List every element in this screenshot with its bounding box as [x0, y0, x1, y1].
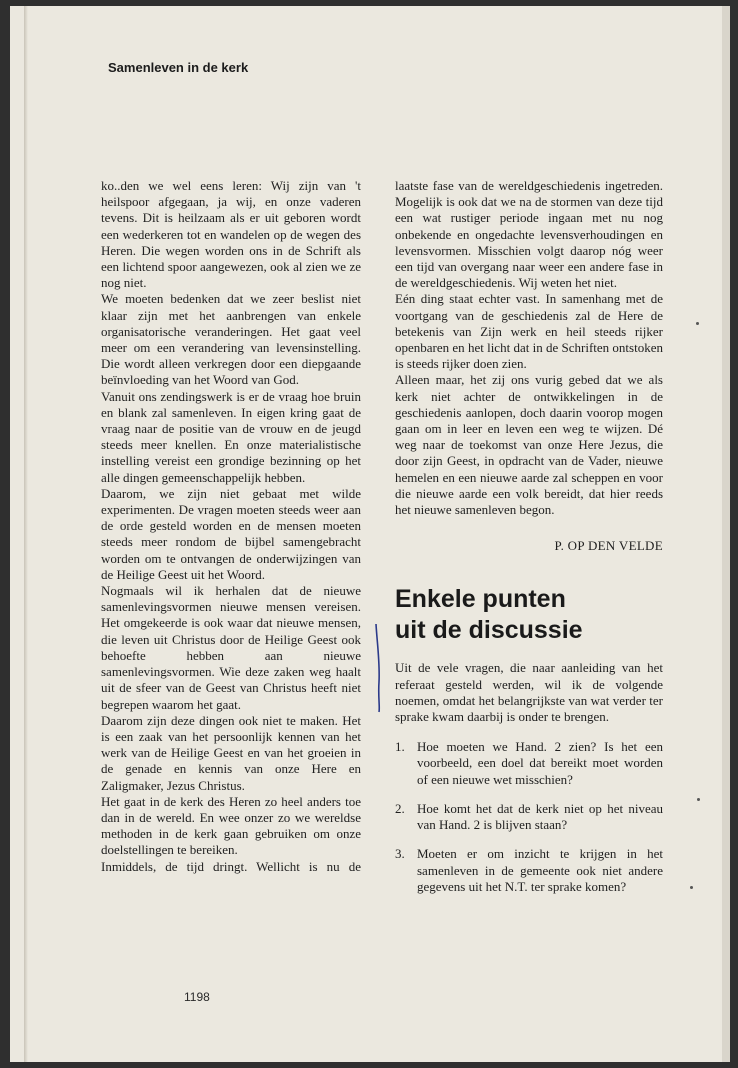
- margin-speck: [697, 798, 700, 801]
- author-signature: P. OP DEN VELDE: [554, 538, 663, 554]
- question-list: [395, 739, 663, 895]
- paragraph: We moeten bedenken dat we zeer beslist niet klaar zijn met het aanbrengen van enkele organisatorische veranderingen. Het gaat veel meer om een verandering van levensinstelling. Die wordt alleen verkregen door een diepgaande beïnvloeding van het Woord van God.: [101, 291, 361, 388]
- section-heading: [395, 584, 663, 646]
- question-number: 2.: [395, 800, 405, 816]
- right-column: [395, 178, 663, 908]
- paragraph: Daarom zijn deze dingen ook niet te maken. Het is een zaak van het persoonlijk kennen van het werk van de Heilige Geest en van het groeien in de genade en kennis van onze Here en Zaligmaker, Jezus Christus.: [101, 712, 361, 793]
- section-intro: Uit de vele vragen, die naar aanleiding van het referaat gesteld werden, wil ik de volgende noemen, omdat het belangrijkste van wat verder ter sprake kwam daarbij is onder te brengen.: [395, 660, 663, 725]
- question-number: 3.: [395, 846, 405, 862]
- left-column: [101, 178, 361, 875]
- margin-speck: [690, 886, 693, 889]
- section-heading-line1: Enkele punten: [395, 585, 566, 614]
- paragraph: Vanuit ons zendingswerk is er de vraag hoe bruin en blank zal samenleven. In eigen kring gaat de vraag naar de positie van de vrouw en de jeugd steeds meer knellen. En onze materialistische instelling vereist een grondige bezinning op het alle dingen gemeenschappelijk hebben.: [101, 388, 361, 485]
- question-text: Hoe komt het dat de kerk niet op het niveau van Hand. 2 is blijven staan?: [417, 800, 663, 833]
- binding-edge: [24, 6, 28, 1062]
- list-item: [395, 846, 663, 895]
- paragraph: Eén ding staat echter vast. In samenhang met de voortgang van de geschiedenis zal de Here de betekenis van Zijn werk en heil steeds rijker openbaren en het licht dat in de Schriften ontstoken is steeds rijker doen zien.: [395, 291, 663, 372]
- paragraph: Daarom, we zijn niet gebaat met wilde experimenten. De vragen moeten steeds weer aan de orde gesteld worden en de mensen moeten steeds meer rondom de bijbel samengebracht worden om te ontvangen de onderwijzingen van de Heilige Geest uit het Woord.: [101, 485, 361, 582]
- page-number: 1198: [184, 990, 210, 1004]
- margin-speck: [696, 322, 699, 325]
- next-page-edge: [722, 6, 730, 1062]
- running-head: Samenleven in de kerk: [108, 60, 249, 75]
- pen-mark: [372, 622, 384, 714]
- paragraph: Nogmaals wil ik herhalen dat de nieuwe samenlevingsvormen nieuwe mensen vereisen. Het omgekeerde is ook waar dat nieuwe mensen, die leven uit Christus door de Heilige Geest ook behoefte hebben aan nieuwe samenlevingsvormen. Wie deze zaken weg haalt uit de sfeer van de Geest van Christus heeft niet begrepen waarom het gaat.: [101, 583, 361, 712]
- list-item: [395, 801, 663, 833]
- question-text: Hoe moeten we Hand. 2 zien? Is het een voorbeeld, een doel dat bereikt moet worden of een nieuwe wet misschien?: [417, 739, 663, 787]
- paragraph: Alleen maar, het zij ons vurig gebed dat we als kerk niet achter de ontwikkelingen in de geschiedenis aanlopen, doch daarin voorop mogen gaan om in leer en leven een weg te wijzen. Dé weg naar de toekomst van onze Here Jezus, die door zijn Geest, in opdracht van de Vader, nieuwe hemelen en een nieuwe aarde zal scheppen en voor die nieuwe aarde een volk bereidt, dat hier reeds het nieuwe samenleven begon.: [395, 372, 663, 518]
- list-item: [395, 739, 663, 788]
- paragraph: Inmiddels, de tijd dringt. Wellicht is nu de: [101, 858, 361, 874]
- paragraph: ko..den we wel eens leren: Wij zijn van 't heilspoor afgegaan, ja wij, en onze vaderen tevens. Dit is heilzaam als er uit geboren wordt een wederkeren tot en wandelen op de wegen des Heren. Die wegen worden ons in de Schrift als een lichtend spoor aangewezen, ook al zien we ze nog niet.: [101, 178, 361, 291]
- paragraph: Het gaat in de kerk des Heren zo heel anders toe dan in de wereld. En wee onzer zo we wereldse methoden in de kerk gaan gebruiken om onze doelstellingen te bereiken.: [101, 793, 361, 858]
- question-text: Moeten er om inzicht te krijgen in het samenleven in de gemeente ook niet andere gegevens uit het N.T. ter sprake komen?: [417, 846, 663, 894]
- question-number: 1.: [395, 739, 405, 755]
- section-heading-line2: uit de discussie: [395, 616, 583, 645]
- paragraph: laatste fase van de wereldgeschiedenis ingetreden. Mogelijk is ook dat we na de stormen van deze tijd een wat rustiger periode ingaan met nu nog onbekende en ongedachte levensverhoudingen en levensvormen. Misschien volgt daarop nóg weer een tijd van overgang naar weer een andere fase in de wereldgeschiedenis. Wij weten het niet.: [395, 178, 663, 291]
